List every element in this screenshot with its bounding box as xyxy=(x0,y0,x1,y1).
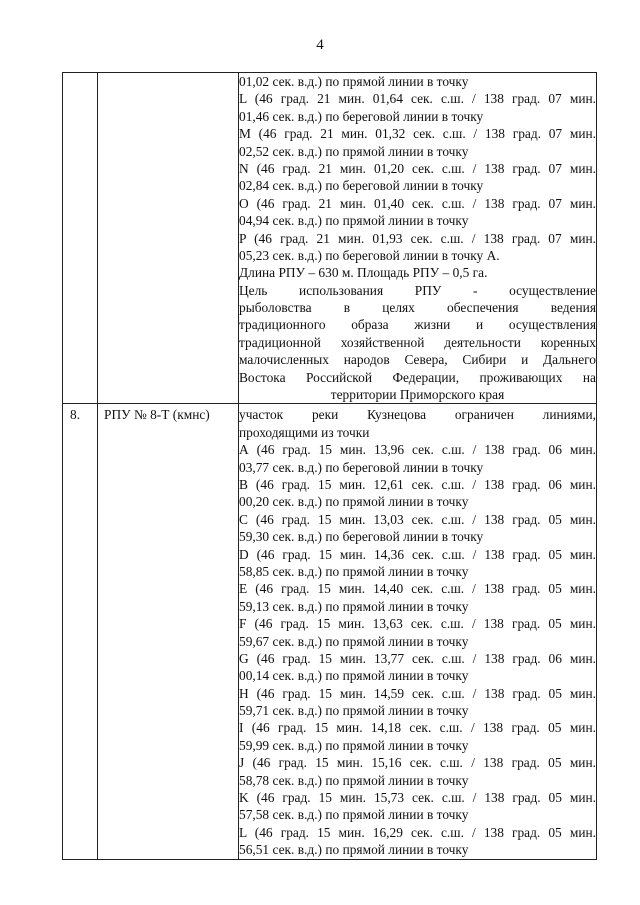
description-line: 01,02 сек. в.д.) по прямой линии в точку xyxy=(239,74,469,89)
description-line: 02,52 сек. в.д.) по прямой линии в точку xyxy=(239,143,469,159)
description-line: 00,14 сек. в.д.) по прямой линии в точку xyxy=(239,668,469,684)
description-line: 59,67 сек. в.д.) по прямой линии в точку xyxy=(239,633,469,649)
site-description-cell xyxy=(239,73,597,404)
fishing-sites-table xyxy=(62,72,597,860)
description-line: Длина РПУ – 630 м. Площадь РПУ – 0,5 га. xyxy=(239,265,488,281)
description-line: 59,99 сек. в.д.) по прямой линии в точку xyxy=(239,737,469,753)
description-line: N (46 град. 21 мин. 01,20 сек. с.ш. / 138 град. 07 мин. xyxy=(239,160,596,176)
description-line: O (46 град. 21 мин. 01,40 сек. с.ш. / 138 град. 07 мин. xyxy=(239,195,596,211)
description-line: G (46 град. 15 мин. 13,77 сек. с.ш. / 138 град. 06 мин. xyxy=(239,650,596,666)
description-line: I (46 град. 15 мин. 14,18 сек. с.ш. / 138 град. 05 мин. xyxy=(239,720,596,736)
description-line: D (46 град. 15 мин. 14,36 сек. с.ш. / 138 град. 05 мин. xyxy=(239,546,596,562)
site-name-cell xyxy=(98,404,239,859)
site-name-cell xyxy=(98,73,239,404)
description-line: 00,20 сек. в.д.) по прямой линии в точку xyxy=(239,494,469,510)
description-line: 57,58 сек. в.д.) по прямой линии в точку xyxy=(239,807,469,823)
row-number xyxy=(63,73,97,76)
page-number: 4 xyxy=(316,37,324,53)
description-line: 05,23 сек. в.д.) по береговой линии в точку А. xyxy=(239,247,500,263)
description-line: H (46 град. 15 мин. 14,59 сек. с.ш. / 138 град. 05 мин. xyxy=(239,685,596,701)
description-line: проходящими из точки xyxy=(239,424,370,440)
row-number-cell xyxy=(63,404,98,859)
description-line: 01,46 сек. в.д.) по береговой линии в точку xyxy=(239,108,484,124)
description-line: малочисленных народов Севера, Сибири и Дальнего xyxy=(239,352,596,368)
description-line: J (46 град. 15 мин. 15,16 сек. с.ш. / 138 град. 05 мин. xyxy=(239,755,596,771)
site-name xyxy=(98,73,238,76)
description-line: 58,78 сек. в.д.) по прямой линии в точку xyxy=(239,772,469,788)
table-row xyxy=(63,404,597,859)
description-line: традиционной хозяйственной деятельности коренных xyxy=(239,334,596,350)
description-line: Цель использования РПУ - осуществление xyxy=(239,282,596,298)
description-line: Востока Российской Федерации, проживающих на xyxy=(239,369,596,385)
description-line: B (46 град. 15 мин. 12,61 сек. с.ш. / 138 град. 06 мин. xyxy=(239,476,596,492)
description-line: 04,94 сек. в.д.) по прямой линии в точку xyxy=(239,213,469,229)
description-line: C (46 град. 15 мин. 13,03 сек. с.ш. / 138 град. 05 мин. xyxy=(239,511,596,527)
description-line: P (46 град. 21 мин. 01,93 сек. с.ш. / 138 град. 07 мин. xyxy=(239,230,596,246)
table-row xyxy=(63,73,597,404)
description-line: участок реки Кузнецова ограничен линиями, xyxy=(239,407,596,423)
description-line: L (46 град. 21 мин. 01,64 сек. с.ш. / 138 град. 07 мин. xyxy=(239,91,596,107)
description-line: L (46 град. 15 мин. 16,29 сек. с.ш. / 138 град. 05 мин. xyxy=(239,824,596,840)
description-line: K (46 град. 15 мин. 15,73 сек. с.ш. / 138 град. 05 мин. xyxy=(239,790,596,806)
row-number-cell xyxy=(63,73,98,404)
site-name: РПУ № 8-Т (кмнс) xyxy=(104,407,210,423)
description-line: E (46 град. 15 мин. 14,40 сек. с.ш. / 138 град. 05 мин. xyxy=(239,581,596,597)
description-line: 59,13 сек. в.д.) по прямой линии в точку xyxy=(239,598,469,614)
description-line: 03,77 сек. в.д.) по береговой линии в точку xyxy=(239,459,484,475)
description-line: M (46 град. 21 мин. 01,32 сек. с.ш. / 138 град. 07 мин. xyxy=(239,126,596,142)
description-line: 59,30 сек. в.д.) по береговой линии в точку xyxy=(239,529,484,545)
description-line: 56,51 сек. в.д.) по прямой линии в точку xyxy=(239,842,469,858)
description-line: территории Приморского края xyxy=(330,387,505,403)
description-line: 02,84 сек. в.д.) по береговой линии в точку xyxy=(239,178,484,194)
row-number: 8. xyxy=(70,407,81,423)
description-line: F (46 град. 15 мин. 13,63 сек. с.ш. / 138 град. 05 мин. xyxy=(239,616,596,632)
description-line: традиционного образа жизни и осуществления xyxy=(239,317,596,333)
description-line: 59,71 сек. в.д.) по прямой линии в точку xyxy=(239,703,469,719)
description-line: А (46 град. 15 мин. 13,96 сек. с.ш. / 138 град. 06 мин. xyxy=(239,442,596,458)
description-line: 58,85 сек. в.д.) по прямой линии в точку xyxy=(239,563,469,579)
site-description-cell xyxy=(239,404,597,859)
description-line: рыболовства в целях обеспечения ведения xyxy=(239,300,596,316)
